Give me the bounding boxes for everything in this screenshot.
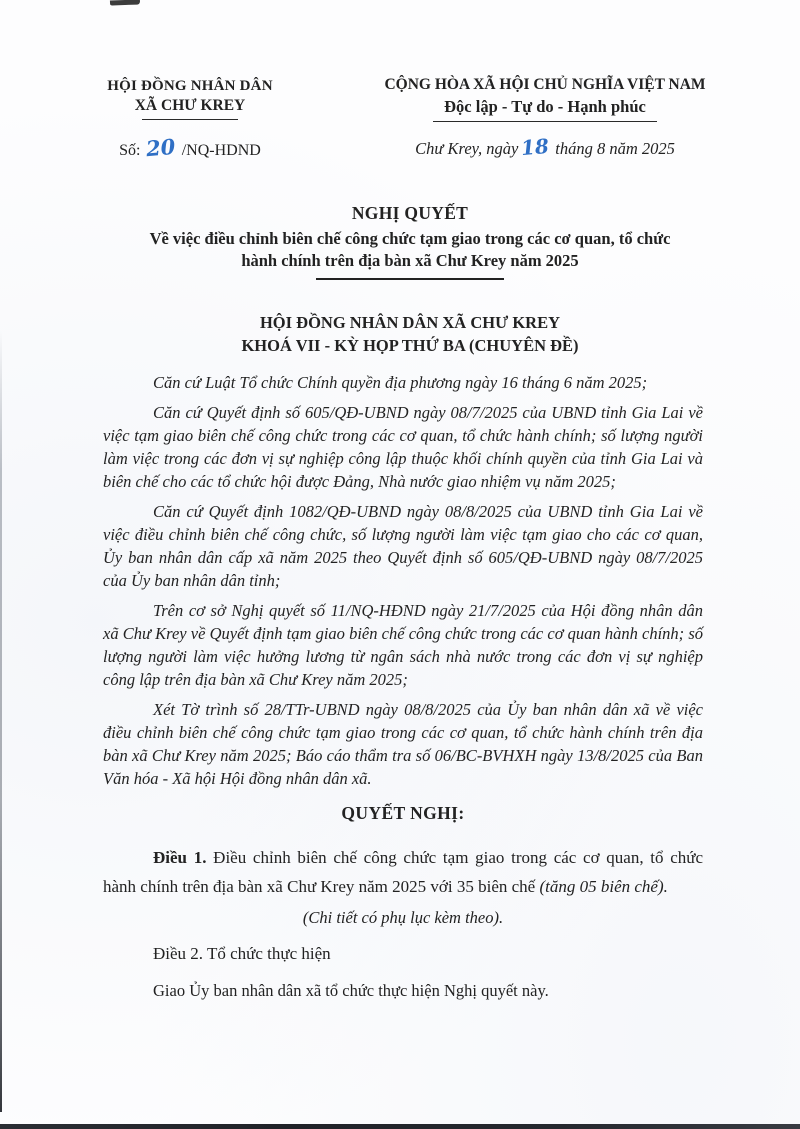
- scan-artifact-left-edge: [0, 330, 2, 1112]
- recital-paragraph: Xét Tờ trình số 28/TTr-UBND ngày 08/8/2025 của Ủy ban nhân dân xã về việc điều chỉnh biên chế công chức tạm giao trong các cơ quan, tổ chức hành chính trên địa bàn xã Chư Krey năm 2025; Báo cáo thẩm tra số 06/BC-BVHXH ngày 13/8/2025 của Ban Văn hóa - Xã hội Hội đồng nhân dân xã.: [103, 700, 703, 788]
- document-number-prefix: Số:: [119, 142, 141, 159]
- document-number: [62, 133, 318, 162]
- national-motto: Độc lập - Tự do - Hạnh phúc: [444, 97, 646, 116]
- document-number-handwritten-value: 20: [144, 133, 176, 162]
- issuer-line1: HỘI ĐỒNG NHÂN DÂN XÃ CHƯ KREY: [259, 313, 561, 332]
- recital-paragraph: Căn cứ Luật Tổ chức Chính quyền địa phương ngày 16 tháng 6 năm 2025;: [153, 373, 648, 392]
- recital-paragraph: Căn cứ Quyết định số 605/QĐ-UBND ngày 08/7/2025 của UBND tỉnh Gia Lai về việc tạm giao biên chế công chức trong các cơ quan, tổ chức hành chính; số lượng người làm việc trong các đơn vị sự nghiệp công lập thuộc khối chính quyền của tỉnh Gia Lai và biên chế cho các tổ chức hội được Đảng, Nhà nước giao nhiệm vụ năm 2025;: [103, 403, 703, 491]
- subject-underline: [316, 278, 504, 280]
- authority-name-line1: HỘI ĐỒNG NHÂN DÂN: [107, 78, 273, 94]
- date-suffix: tháng 8 năm 2025: [555, 139, 675, 158]
- article-1-text: Điều chỉnh biên chế công chức tạm giao trong các cơ quan, tổ chức hành chính trên địa bàn xã Chư Krey năm 2025 với 35 biên chế: [103, 848, 704, 896]
- scan-artifact-top-mark: [110, 0, 140, 6]
- article-2-title: Tổ chức thực hiện: [203, 944, 331, 963]
- recital-paragraph: Trên cơ sở Nghị quyết số 11/NQ-HĐND ngày 21/7/2025 của Hội đồng nhân dân xã Chư Krey về Quyết định tạm giao biên chế công chức trong các cơ quan hành chính; số lượng người làm việc hưởng lương từ ngân sách nhà nước trong các đơn vị sự nghiệp công lập trên địa bàn xã Chư Krey năm 2025;: [103, 601, 703, 689]
- authority-name-line2: XÃ CHƯ KREY: [134, 97, 246, 114]
- document-body: [103, 371, 703, 1005]
- scan-artifact-bottom-edge: [0, 1124, 800, 1129]
- authority-underline: [142, 119, 238, 120]
- document-subject-line1: Về việc điều chỉnh biên chế công chức tạm giao trong các cơ quan, tổ chức: [149, 229, 671, 248]
- date-prefix: Chư Krey, ngày: [415, 139, 519, 158]
- national-motto-block: [352, 76, 738, 159]
- article-2-label: Điều 2.: [153, 944, 204, 963]
- issuing-authority-block: [62, 78, 318, 160]
- article-1-paragraph: [103, 843, 703, 901]
- document-type-title: NGHỊ QUYẾT: [351, 203, 469, 223]
- appendix-note: (Chi tiết có phụ lục kèm theo).: [302, 908, 504, 927]
- place-date-line: [352, 133, 738, 161]
- resolution-heading: QUYẾT NGHỊ:: [341, 803, 465, 823]
- document-subject: [90, 228, 730, 272]
- document-title-block: [90, 203, 730, 357]
- date-day-handwritten-value: 18: [520, 133, 551, 161]
- article-1-label: Điều 1.: [153, 848, 207, 867]
- recital-paragraph: Căn cứ Quyết định 1082/QĐ-UBND ngày 08/8/2025 của UBND tỉnh Gia Lai về việc điều chỉnh biên chế công chức, số lượng người làm việc tạm giao cho các cơ quan, Ủy ban nhân dân cấp xã năm 2025 theo Quyết định số 605/QĐ-UBND ngày 08/7/2025 của Ủy ban nhân dân tỉnh;: [103, 502, 703, 590]
- article-2-heading: [103, 939, 703, 968]
- closing-statement: Giao Ủy ban nhân dân xã tổ chức thực hiện Nghị quyết này.: [153, 981, 549, 1000]
- motto-underline: [433, 121, 657, 122]
- article-1-italic-note: (tăng 05 biên chế).: [539, 877, 668, 896]
- national-title: CỘNG HÒA XÃ HỘI CHỦ NGHĨA VIỆT NAM: [384, 76, 706, 93]
- document-number-suffix: /NQ-HDND: [181, 142, 261, 159]
- issuer-session-block: [90, 311, 730, 357]
- document-subject-line2: hành chính trên địa bàn xã Chư Krey năm 2025: [241, 251, 579, 270]
- issuer-line2: KHOÁ VII - KỲ HỌP THỨ BA (CHUYÊN ĐỀ): [241, 336, 579, 355]
